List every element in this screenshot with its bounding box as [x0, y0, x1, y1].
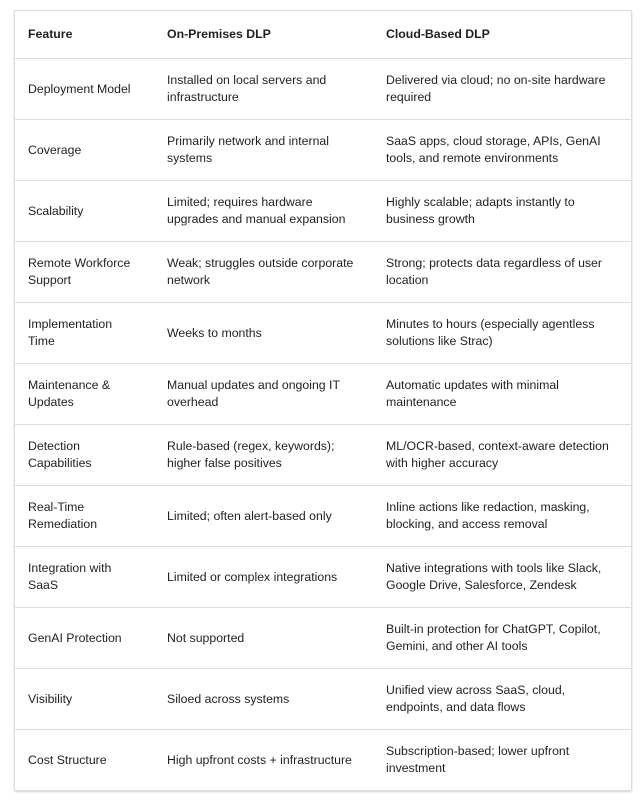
header-on-premises-dlp: On-Premises DLP	[167, 27, 271, 41]
table-row	[15, 547, 631, 608]
cloud-based-cell: SaaS apps, cloud storage, APIs, GenAI tools, and remote environments	[373, 120, 631, 181]
on-premises-cell: Weeks to months	[154, 303, 373, 364]
table-row	[15, 425, 631, 486]
header-cloud-based-dlp: Cloud-Based DLP	[386, 27, 490, 41]
feature-cell: Remote Workforce Support	[15, 242, 154, 303]
feature-cell: Implementation Time	[15, 303, 154, 364]
on-premises-cell: Siloed across systems	[154, 669, 373, 730]
feature-cell: Visibility	[15, 669, 154, 730]
cloud-based-cell: Subscription-based; lower upfront investment	[373, 730, 631, 791]
cloud-based-cell: Inline actions like redaction, masking, blocking, and access removal	[373, 486, 631, 547]
header-feature: Feature	[28, 27, 73, 41]
cloud-based-cell: Minutes to hours (especially agentless solutions like Strac)	[373, 303, 631, 364]
table-row	[15, 364, 631, 425]
on-premises-cell: Weak; struggles outside corporate network	[154, 242, 373, 303]
on-premises-cell: Limited; often alert-based only	[154, 486, 373, 547]
on-premises-cell: Limited or complex integrations	[154, 547, 373, 608]
comparison-table	[15, 11, 631, 790]
feature-cell: Real-Time Remediation	[15, 486, 154, 547]
cloud-based-cell: Strong; protects data regardless of user location	[373, 242, 631, 303]
on-premises-cell: High upfront costs + infrastructure	[154, 730, 373, 791]
on-premises-cell: Limited; requires hardware upgrades and manual expansion	[154, 181, 373, 242]
cloud-based-cell: Automatic updates with minimal maintenance	[373, 364, 631, 425]
cloud-based-cell: Delivered via cloud; no on-site hardware required	[373, 59, 631, 120]
on-premises-cell: Manual updates and ongoing IT overhead	[154, 364, 373, 425]
feature-cell: Coverage	[15, 120, 154, 181]
table-header-row	[15, 11, 631, 59]
feature-cell: Detection Capabilities	[15, 425, 154, 486]
table-row	[15, 486, 631, 547]
table-row	[15, 59, 631, 120]
cloud-based-cell: Built-in protection for ChatGPT, Copilot, Gemini, and other AI tools	[373, 608, 631, 669]
cloud-based-cell: Highly scalable; adapts instantly to business growth	[373, 181, 631, 242]
feature-cell: Maintenance & Updates	[15, 364, 154, 425]
table-row	[15, 608, 631, 669]
feature-cell: Deployment Model	[15, 59, 154, 120]
table-row	[15, 669, 631, 730]
comparison-table-container	[14, 10, 632, 791]
on-premises-cell: Installed on local servers and infrastructure	[154, 59, 373, 120]
on-premises-cell: Not supported	[154, 608, 373, 669]
table-row	[15, 242, 631, 303]
table-row	[15, 303, 631, 364]
feature-cell: Cost Structure	[15, 730, 154, 791]
on-premises-cell: Rule-based (regex, keywords); higher false positives	[154, 425, 373, 486]
cloud-based-cell: Unified view across SaaS, cloud, endpoints, and data flows	[373, 669, 631, 730]
cloud-based-cell: ML/OCR-based, context-aware detection with higher accuracy	[373, 425, 631, 486]
feature-cell: Integration with SaaS	[15, 547, 154, 608]
cloud-based-cell: Native integrations with tools like Slack, Google Drive, Salesforce, Zendesk	[373, 547, 631, 608]
table-row	[15, 120, 631, 181]
table-row	[15, 730, 631, 791]
feature-cell: GenAI Protection	[15, 608, 154, 669]
table-row	[15, 181, 631, 242]
feature-cell: Scalability	[15, 181, 154, 242]
on-premises-cell: Primarily network and internal systems	[154, 120, 373, 181]
